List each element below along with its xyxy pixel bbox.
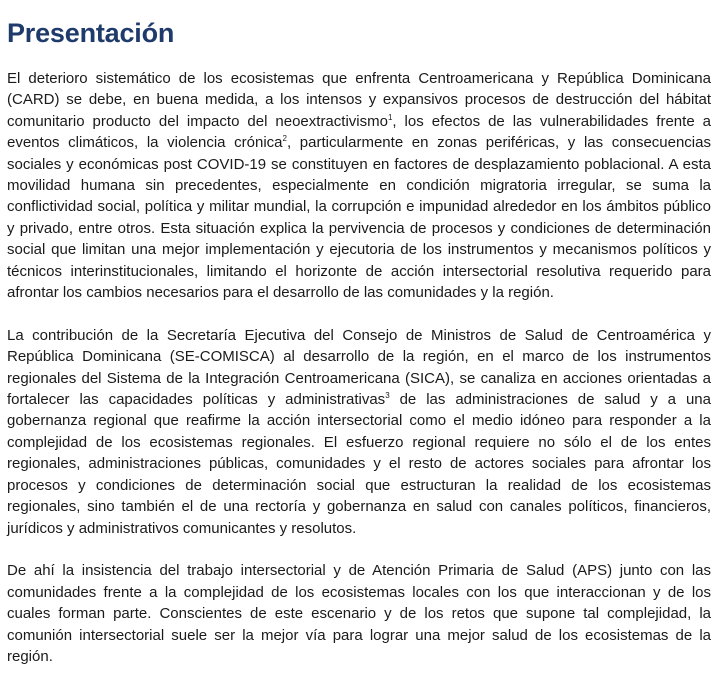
paragraph-text: , los efectos de las vulnerabilidades frente a eventos climáticos, la violencia crónica bbox=[7, 112, 711, 152]
paragraph-3 bbox=[7, 560, 711, 667]
paragraph-2 bbox=[7, 325, 711, 539]
paragraph-text: de las administraciones de salud y a una gobernanza regional que reafirme la acción intersectorial como el medio idóneo para responder a la complejidad de los ecosistemas regionales. El esfuerzo regional requiere no sólo el de los entes regionales, administraciones públicas, comunidades y el resto de actores sociales para afrontar los procesos y condiciones de determinación social que estructuran la realidad de los ecosistemas regionales, sino también el de una rectoría y gobernanza en salud con canales políticos, financieros, jurídicos y administrativos comunicantes y resolutos. bbox=[7, 391, 711, 537]
paragraph-text: , particularmente en zonas periféricas, y las consecuencias sociales y económicas post COVID-19 se constituyen en factores de desplazamiento poblacional. A esta movilidad humana sin precedentes, especialmente en condición migratoria irregular, se suma la conflictividad social, política y militar mundial, la corrupción e impunidad alrededor en los ámbitos público y privado, entre otros. Esta situación explica la pervivencia de procesos y condiciones de determinación social que limitan una mejor implementación y ejecutoria de los instrumentos y mecanismos políticos y técnicos interinstitucionales, limitando el horizonte de acción intersectorial resolutiva requerido para afrontar los cambios necesarios para el desarrollo de las comunidades y la región. bbox=[7, 134, 711, 302]
footnote-ref-3: 3 bbox=[385, 391, 390, 401]
paragraph-1 bbox=[7, 68, 711, 303]
paragraph-text: De ahí la insistencia del trabajo intersectorial y de Atención Primaria de Salud (APS) junto con las comunidades frente a la complejidad de los ecosistemas locales con los que interaccionan y de los cuales forman parte. Conscientes de este escenario y de los retos que supone tal complejidad, la comunión intersectorial suele ser la mejor vía para lograr una mejor salud de los ecosistemas de la región. bbox=[7, 562, 711, 665]
document-body bbox=[7, 68, 711, 689]
footnote-ref-1: 1 bbox=[387, 112, 393, 122]
paragraph-text: El deterioro sistemático de los ecosistemas que enfrenta Centroamericana y República Dominicana (CARD) se debe, en buena medida, a los intensos y expansivos procesos de destrucción del hábitat comunitario producto del impacto del neoextractivismo bbox=[7, 70, 711, 130]
footnote-ref-2: 2 bbox=[282, 134, 287, 144]
page-title: Presentación bbox=[7, 18, 175, 48]
paragraph-text: La contribución de la Secretaría Ejecutiva del Consejo de Ministros de Salud de Centroamérica y República Dominicana (SE-COMISCA) al desarrollo de la región, en el marco de los instrumentos regionales del Sistema de la Integración Centroamericana (SICA), se canaliza en acciones orientadas a fortalecer las capacidades políticas y administrativas bbox=[7, 326, 711, 409]
